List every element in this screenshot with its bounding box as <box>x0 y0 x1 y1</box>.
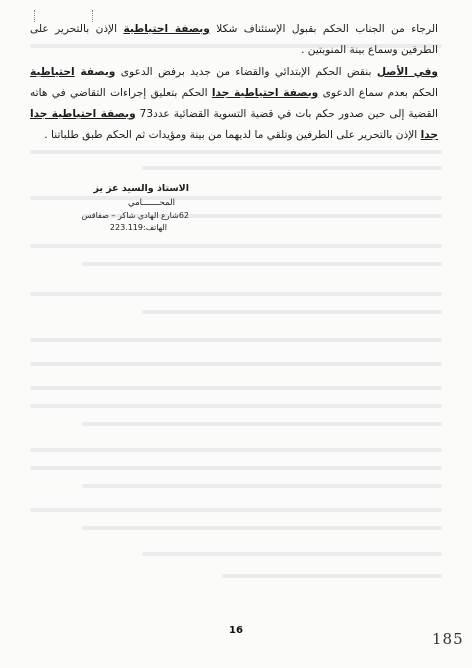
handwritten-folio-number: 185 <box>432 630 464 648</box>
emphasis-text: وبصفة <box>74 65 116 78</box>
text-run: الإذن بالتحرير على الطرفين وسماع بينة المنوبتين . <box>30 22 438 56</box>
text-run: الرجاء من الجناب الحكم بقبول الإستئناف شكلا <box>209 22 438 35</box>
lawyer-signature-block <box>59 182 189 234</box>
paragraph-request <box>30 19 438 61</box>
signature-phone: الهاتف:223.119 <box>109 223 167 232</box>
signature-name: الاستاذ والسيد عز يز <box>93 183 189 194</box>
emphasis-text: احتياطية <box>30 65 75 78</box>
text-run: الإذن بالتحرير على الطرفين وتلقي ما لديهما من بينة ومؤيدات ثم الحكم طبق طلباتنا . <box>44 128 421 141</box>
text-run: بنقض الحكم الإبتدائي والقضاء من جديد برفض الدعوى <box>115 65 377 78</box>
page-number: 16 <box>229 625 243 636</box>
emphasis-text: وبصفة احتياطية جدا <box>211 86 319 99</box>
signature-title: المحـــــــامي <box>127 198 175 208</box>
emphasis-text: وبصفة احتياطية جدا جدا <box>30 107 438 141</box>
text-run: الحكم بتعليق إجراءات التقاضي في هاته القضية إلى حين صدور حكم بات في قضية التسوية القضائية عدد73 <box>30 86 438 120</box>
emphasis-text: وفي الأصل <box>376 65 438 78</box>
paragraph-merits <box>30 62 438 146</box>
text-run: الحكم بعدم سماع الدعوى <box>318 86 438 99</box>
emphasis-text: وبصفة احتياطية <box>123 22 210 35</box>
signature-address: 62شارع الهادي شاكر – صفاقس <box>81 211 189 220</box>
